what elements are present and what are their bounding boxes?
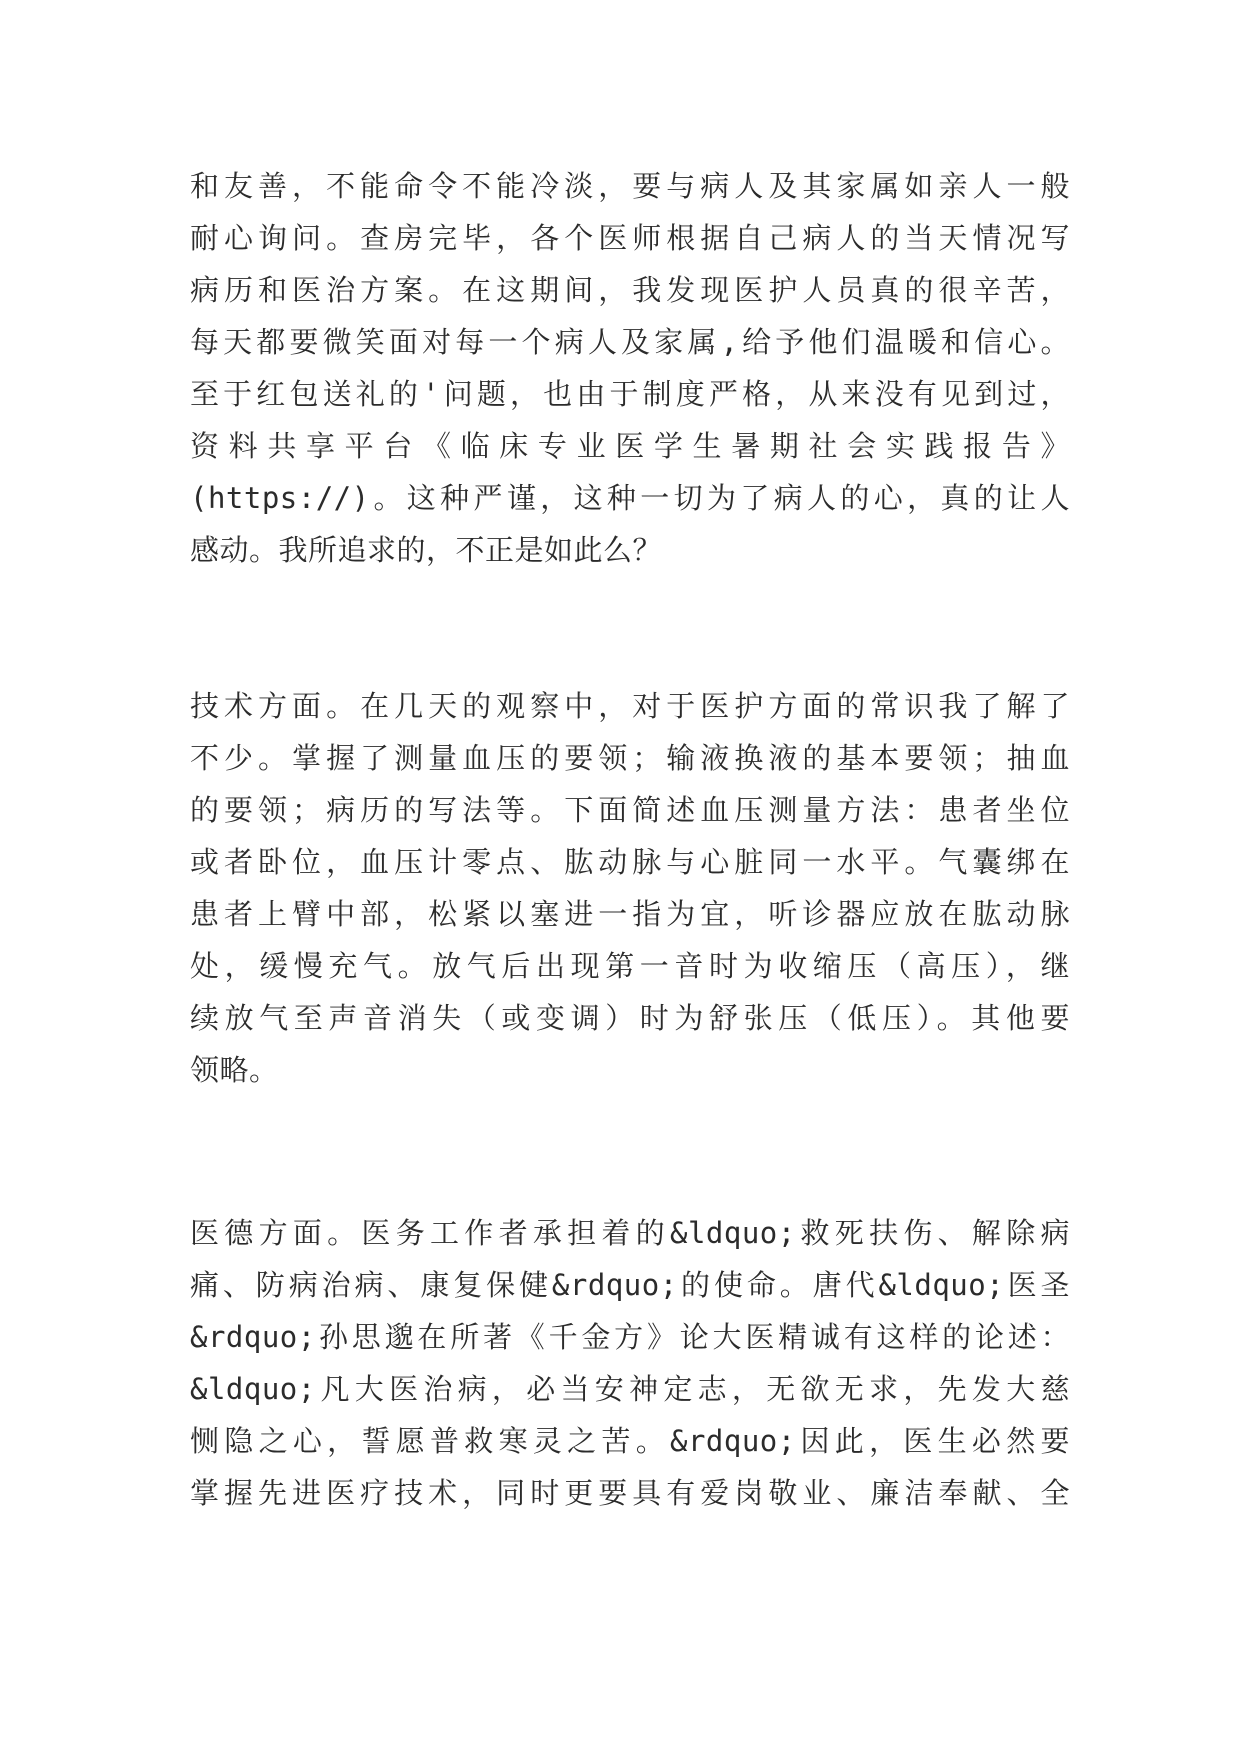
text-line: 患者上臂中部，松紧以塞进一指为宜，听诊器应放在肱动脉 [190, 897, 1070, 931]
paragraph-technique [190, 680, 1070, 1096]
text-line: 至于红包送礼的'问题，也由于制度严格，从来没有见到过， [190, 377, 1070, 411]
text-line: 技术方面。在几天的观察中，对于医护方面的常识我了解了 [190, 689, 1070, 723]
text-line: 医德方面。医务工作者承担着的&ldquo;救死扶伤、解除病 [190, 1216, 1070, 1250]
text-line: 耐心询问。查房完毕，各个医师根据自己病人的当天情况写 [190, 221, 1070, 255]
text-line: (https://)。这种严谨，这种一切为了病人的心，真的让人 [190, 481, 1070, 515]
text-line: 处，缓慢充气。放气后出现第一音时为收缩压（高压），继 [190, 949, 1070, 983]
text-line: 续放气至声音消失（或变调）时为舒张压（低压）。其他要 [190, 1001, 1070, 1035]
text-line: 不少。掌握了测量血压的要领；输液换液的基本要领；抽血 [190, 741, 1070, 775]
text-line: 的要领；病历的写法等。下面简述血压测量方法：患者坐位 [190, 793, 1070, 827]
text-line: 感动。我所追求的，不正是如此么？ [190, 533, 663, 567]
text-line: 痛、防病治病、康复保健&rdquo;的使命。唐代&ldquo;医圣 [190, 1268, 1070, 1302]
text-line: 掌握先进医疗技术，同时更要具有爱岗敬业、廉洁奉献、全 [190, 1476, 1070, 1510]
text-line: &rdquo;孙思邈在所著《千金方》论大医精诚有这样的论述： [190, 1320, 1070, 1354]
paragraph-medical-ethics [190, 1207, 1070, 1519]
text-line: 每天都要微笑面对每一个病人及家属,给予他们温暖和信心。 [190, 325, 1070, 359]
text-line: 或者卧位，血压计零点、肱动脉与心脏同一水平。气囊绑在 [190, 845, 1070, 879]
text-line: 和友善，不能命令不能冷淡，要与病人及其家属如亲人一般 [190, 169, 1070, 203]
text-line: 病历和医治方案。在这期间，我发现医护人员真的很辛苦， [190, 273, 1070, 307]
text-line: 恻隐之心，誓愿普救寒灵之苦。&rdquo;因此，医生必然要 [190, 1424, 1070, 1458]
text-line: 领略。 [190, 1053, 279, 1087]
text-line: 资料共享平台《临床专业医学生暑期社会实践报告》 [190, 429, 1070, 463]
text-line: &ldquo;凡大医治病，必当安神定志，无欲无求，先发大慈 [190, 1372, 1070, 1406]
paragraph-service-attitude [190, 160, 1070, 576]
